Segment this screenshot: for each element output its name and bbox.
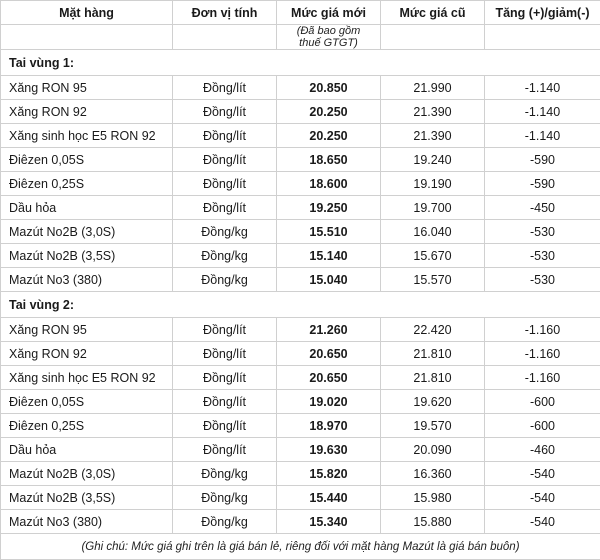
old-price: 22.420 (381, 318, 485, 342)
old-price: 16.360 (381, 462, 485, 486)
product-name: Mazút No2B (3,0S) (1, 462, 173, 486)
new-price: 18.650 (277, 148, 381, 172)
table-row (1, 220, 600, 244)
product-name: Dầu hỏa (1, 196, 173, 220)
column-header-item: Mặt hàng (1, 1, 173, 25)
new-price: 20.250 (277, 100, 381, 124)
vat-note: (Đã bao gồm thuế GTGT) (277, 25, 381, 50)
column-header-change: Tăng (+)/giảm(-) (485, 1, 600, 25)
price-change: -590 (485, 148, 600, 172)
price-change: -1.160 (485, 318, 600, 342)
old-price: 21.390 (381, 100, 485, 124)
new-price: 15.820 (277, 462, 381, 486)
price-change: -460 (485, 438, 600, 462)
product-unit: Đồng/kg (173, 268, 277, 292)
subnote-blank-item (1, 25, 173, 50)
price-change: -600 (485, 390, 600, 414)
new-price: 18.600 (277, 172, 381, 196)
price-change: -530 (485, 244, 600, 268)
product-unit: Đồng/lít (173, 148, 277, 172)
new-price: 15.510 (277, 220, 381, 244)
product-unit: Đồng/kg (173, 220, 277, 244)
old-price: 16.040 (381, 220, 485, 244)
subnote-blank-old (381, 25, 485, 50)
product-unit: Đồng/lít (173, 318, 277, 342)
table-row (1, 268, 600, 292)
old-price: 19.620 (381, 390, 485, 414)
new-price: 19.020 (277, 390, 381, 414)
price-change: -600 (485, 414, 600, 438)
new-price: 20.650 (277, 342, 381, 366)
table-row (1, 76, 600, 100)
table-row (1, 390, 600, 414)
price-change: -590 (485, 172, 600, 196)
table-row (1, 148, 600, 172)
column-header-old-price: Mức giá cũ (381, 1, 485, 25)
footnote-text: (Ghi chú: Mức giá ghi trên là giá bán lẻ, riêng đối với mặt hàng Mazút là giá bán buôn) (1, 534, 600, 560)
price-change: -530 (485, 268, 600, 292)
product-unit: Đồng/lít (173, 196, 277, 220)
group-row (1, 292, 600, 318)
old-price: 19.570 (381, 414, 485, 438)
product-name: Mazút No3 (380) (1, 268, 173, 292)
column-header-unit: Đơn vị tính (173, 1, 277, 25)
product-unit: Đồng/lít (173, 438, 277, 462)
old-price: 19.240 (381, 148, 485, 172)
product-name: Mazút No3 (380) (1, 510, 173, 534)
product-unit: Đồng/lít (173, 342, 277, 366)
product-name: Xăng RON 95 (1, 318, 173, 342)
product-name: Xăng sinh học E5 RON 92 (1, 366, 173, 390)
header-subnote-row (1, 25, 600, 50)
new-price: 20.250 (277, 124, 381, 148)
product-name: Xăng RON 95 (1, 76, 173, 100)
table-row (1, 366, 600, 390)
group-row (1, 50, 600, 76)
product-unit: Đồng/lít (173, 366, 277, 390)
product-unit: Đồng/kg (173, 486, 277, 510)
price-change: -1.160 (485, 342, 600, 366)
table-header (1, 1, 600, 50)
table-row (1, 438, 600, 462)
product-unit: Đồng/kg (173, 244, 277, 268)
table-row (1, 124, 600, 148)
old-price: 21.390 (381, 124, 485, 148)
table-row (1, 462, 600, 486)
old-price: 19.190 (381, 172, 485, 196)
table-row (1, 486, 600, 510)
product-name: Mazút No2B (3,5S) (1, 244, 173, 268)
product-unit: Đồng/lít (173, 100, 277, 124)
old-price: 15.980 (381, 486, 485, 510)
table-body (1, 50, 600, 534)
table-row (1, 100, 600, 124)
price-change: -540 (485, 486, 600, 510)
old-price: 19.700 (381, 196, 485, 220)
new-price: 20.650 (277, 366, 381, 390)
product-unit: Đồng/lít (173, 76, 277, 100)
subnote-blank-change (485, 25, 600, 50)
old-price: 21.810 (381, 366, 485, 390)
table-row (1, 510, 600, 534)
product-name: Xăng RON 92 (1, 342, 173, 366)
price-change: -1.140 (485, 124, 600, 148)
product-name: Mazút No2B (3,0S) (1, 220, 173, 244)
product-name: Xăng sinh học E5 RON 92 (1, 124, 173, 148)
product-name: Điêzen 0,25S (1, 172, 173, 196)
old-price: 15.570 (381, 268, 485, 292)
price-change: -1.140 (485, 100, 600, 124)
table-row (1, 244, 600, 268)
price-change: -540 (485, 462, 600, 486)
table-row (1, 196, 600, 220)
column-header-new-price: Mức giá mới (277, 1, 381, 25)
table-row (1, 414, 600, 438)
new-price: 20.850 (277, 76, 381, 100)
product-unit: Đồng/lít (173, 414, 277, 438)
new-price: 19.250 (277, 196, 381, 220)
footnote-row (1, 534, 600, 560)
old-price: 21.990 (381, 76, 485, 100)
price-change: -450 (485, 196, 600, 220)
product-name: Điêzen 0,25S (1, 414, 173, 438)
price-change: -530 (485, 220, 600, 244)
new-price: 15.340 (277, 510, 381, 534)
product-unit: Đồng/lít (173, 390, 277, 414)
table-row (1, 172, 600, 196)
old-price: 20.090 (381, 438, 485, 462)
old-price: 15.670 (381, 244, 485, 268)
new-price: 19.630 (277, 438, 381, 462)
new-price: 15.440 (277, 486, 381, 510)
new-price: 21.260 (277, 318, 381, 342)
new-price: 15.140 (277, 244, 381, 268)
table-row (1, 342, 600, 366)
product-unit: Đồng/lít (173, 172, 277, 196)
new-price: 18.970 (277, 414, 381, 438)
product-unit: Đồng/lít (173, 124, 277, 148)
group-label: Tai vùng 1: (1, 50, 600, 76)
old-price: 21.810 (381, 342, 485, 366)
price-change: -1.160 (485, 366, 600, 390)
product-name: Xăng RON 92 (1, 100, 173, 124)
group-label: Tai vùng 2: (1, 292, 600, 318)
table-row (1, 318, 600, 342)
header-row (1, 1, 600, 25)
old-price: 15.880 (381, 510, 485, 534)
product-unit: Đồng/kg (173, 462, 277, 486)
product-name: Điêzen 0,05S (1, 390, 173, 414)
subnote-blank-unit (173, 25, 277, 50)
price-change: -1.140 (485, 76, 600, 100)
table-footer (1, 534, 600, 560)
product-name: Mazút No2B (3,5S) (1, 486, 173, 510)
product-unit: Đồng/kg (173, 510, 277, 534)
price-change: -540 (485, 510, 600, 534)
new-price: 15.040 (277, 268, 381, 292)
product-name: Dầu hỏa (1, 438, 173, 462)
product-name: Điêzen 0,05S (1, 148, 173, 172)
